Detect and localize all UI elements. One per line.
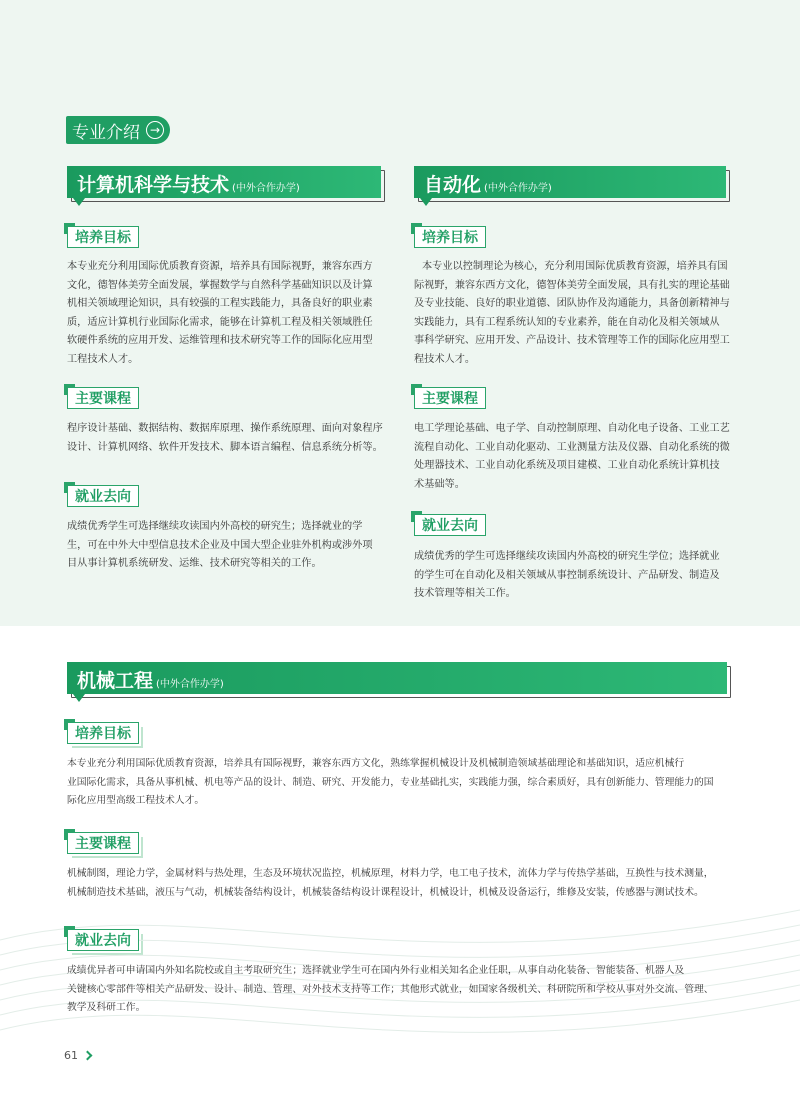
goal-paragraph: 本专业充分利用国际优质教育资源，培养具有国际视野，兼容东西方文化，熟练掌握机械设计及机械制造领域基础理论和基础知识，适应机械行 业国际化需求，具备从事机械、机电等产品的设计、制造、研究、开发能力，专业基础扎实，实践能力强，综合素质好，具有创新能力、管理能力的国 际化应用型高级工程技术人才。 — [67, 758, 714, 806]
page-number-text: 61 — [64, 1049, 78, 1062]
course-paragraph: 机械制图，理论力学，金属材料与热处理，生态及环境状况监控，机械原理，材料力学，电工电子技术，流体力学与传热学基础，互换性与技术测量， 机械制造技术基础，液压与气动，机械装备结构设计，机械装备结构设计课程设计，机械设计，机械及设备运行，维修及安装，传感器与测试技术。 — [67, 868, 714, 898]
goal-label: 培养目标 — [422, 230, 478, 246]
course-paragraph: 电工学理论基础、电子学、自动控制原理、自动化电子设备、工业工艺 流程自动化、工业自动化驱动、工业测量方法及仪器、自动化系统的微 处理器技术、工业自动化系统及项目建模、工业自动化系统计算机技 术基础等。 — [414, 423, 730, 490]
course-label: 主要课程 — [75, 391, 131, 407]
major-bar-automation — [414, 166, 726, 198]
major-name: 机械工程 — [77, 670, 154, 692]
page-number — [64, 1049, 91, 1062]
major-name: 自动化 — [424, 174, 482, 196]
major-subtitle: (中外合作办学) — [232, 183, 300, 194]
career-paragraph: 成绩优秀的学生可选择继续攻读国内外高校的研究生学位；选择就业 的学生可在自动化及相关领域从事控制系统设计、产品研发、制造及 技术管理等相关工作。 — [414, 551, 720, 599]
career-paragraph: 成绩优秀学生可选择继续攻读国内外高校的研究生；选择就业的学 生，可在中外大中型信息技术企业及中国大型企业驻外机构或涉外项 目从事计算机系统研发、运维、技术研究等相关的工作。 — [67, 521, 373, 569]
goal-label: 培养目标 — [75, 230, 131, 246]
goal-paragraph: 本专业以控制理论为核心，充分利用国际优质教育资源，培养具有国 际视野，兼容东西方文化，德智体美劳全面发展，具有扎实的理论基础 及专业技能、良好的职业道德、团队协作及沟通能力，具备创新精神与 实践能力，具有工程系统认知的专业素养，能在自动化及相关领域从 事科学研究、应用开发、产品设计、技术管理等工作的国际化应用型工 程技术人才。 — [414, 261, 730, 365]
goal-paragraph: 本专业充分利用国际优质教育资源，培养具有国际视野，兼容东西方 文化，德智体美劳全面发展，掌握数学与自然科学基础知识以及计算 机相关领域理论知识，具有较强的工程实践能力，具备良好的职业素 质，适应计算机行业国际化需求，能够在计算机工程及相关领域胜任 软硬件系统的应用开发、运维管理和技术研究等工作的国际化应用型 工程技术人才。 — [67, 261, 373, 365]
major-bar-computer-science — [67, 166, 381, 198]
career-label: 就业去向 — [75, 933, 131, 949]
major-bar-mechanical-engineering — [67, 662, 727, 694]
career-label: 就业去向 — [422, 518, 478, 534]
career-label: 就业去向 — [75, 489, 131, 505]
goal-label: 培养目标 — [75, 726, 131, 742]
chevron-right-icon — [83, 1051, 93, 1061]
section-title-text: 专业介绍 — [72, 122, 140, 143]
course-label: 主要课程 — [75, 836, 131, 852]
course-label: 主要课程 — [422, 391, 478, 407]
circle-arrow-right-icon: → — [146, 121, 164, 139]
course-paragraph: 程序设计基础、数据结构、数据库原理、操作系统原理、面向对象程序 设计、计算机网络、软件开发技术、脚本语言编程、信息系统分析等。 — [67, 423, 383, 453]
major-subtitle: (中外合作办学) — [484, 183, 552, 194]
major-name: 计算机科学与技术 — [77, 174, 230, 196]
career-paragraph: 成绩优异者可申请国内外知名院校或自主考取研究生；选择就业学生可在国内外行业相关知名企业任职，从事自动化装备、智能装备、机器人及 关键核心零部件等相关产品研发、设计、制造、管理、对外技术支持等工作；其他形式就业，如国家各级机关、科研院所和学校从事对外交流、管理、 教学及科研工作。 — [67, 965, 714, 1013]
section-title — [66, 116, 170, 144]
major-subtitle: (中外合作办学) — [156, 679, 224, 690]
